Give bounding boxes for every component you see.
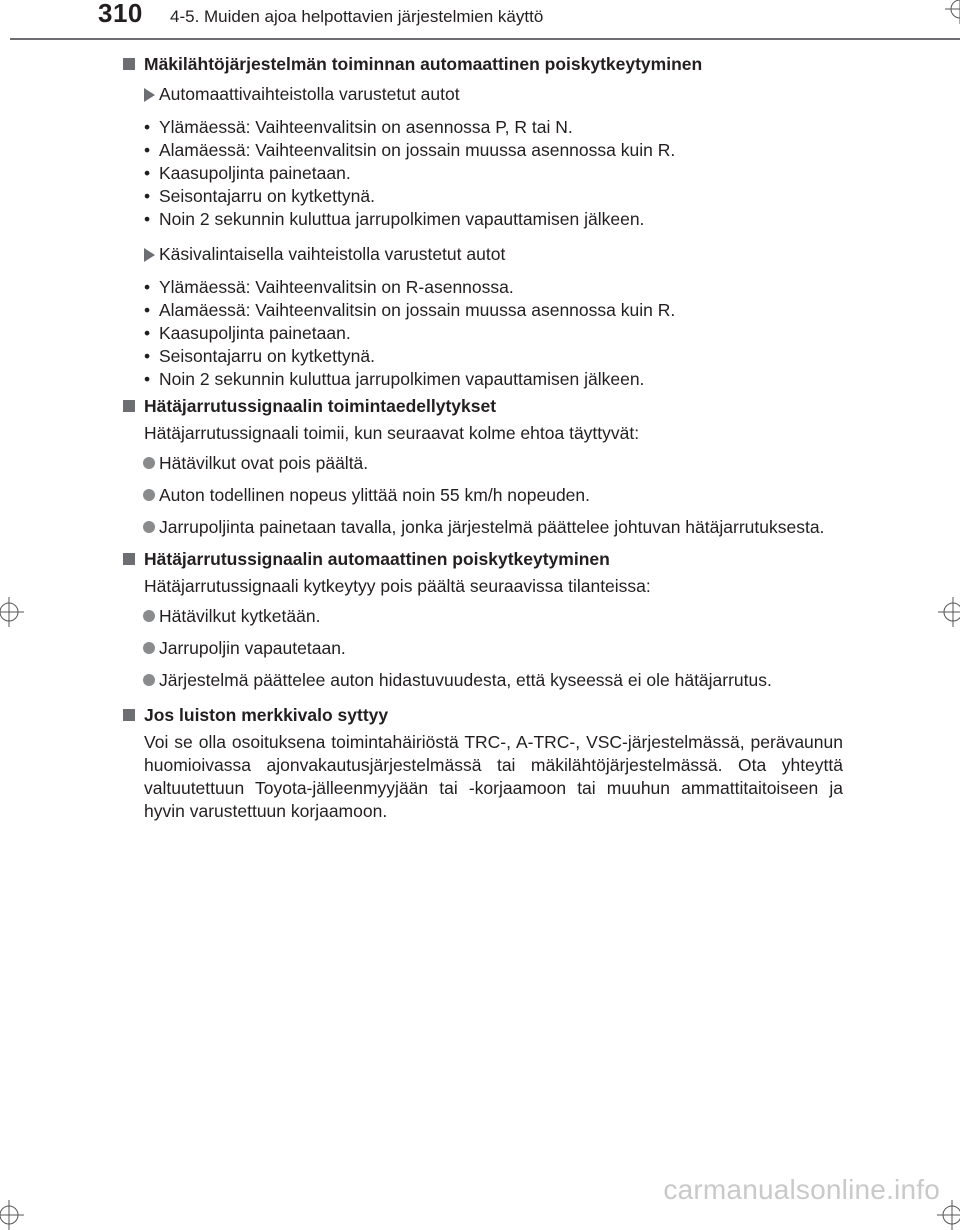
list-item: • Seisontajarru on kytkettynä. bbox=[144, 186, 375, 206]
list-item: • Alamäessä: Vaihteenvalitsin on jossain muussa asennossa kuin R. bbox=[144, 300, 676, 320]
list-item: Hätävilkut ovat pois päältä. bbox=[123, 452, 843, 475]
page-number: 310 bbox=[98, 0, 143, 28]
list-item: • Noin 2 sekunnin kuluttua jarrupolkimen vapauttamisen jälkeen. bbox=[144, 369, 645, 389]
list-item: Hätävilkut kytketään. bbox=[123, 605, 843, 628]
registration-mark-bottom-left bbox=[0, 1200, 24, 1230]
circle-bullet-icon bbox=[143, 642, 155, 654]
registration-mark-left bbox=[0, 597, 24, 627]
page-content bbox=[123, 53, 843, 823]
bullet-list bbox=[123, 276, 843, 391]
section-intro: Hätäjarrutussignaali kytkeytyy pois päältä seuraavissa tilanteissa: bbox=[144, 576, 651, 596]
triangle-bullet-icon bbox=[144, 88, 155, 102]
section-heading: Hätäjarrutussignaalin automaattinen poiskytkeytyminen bbox=[123, 548, 843, 571]
header-rule bbox=[10, 38, 960, 40]
section-intro: Hätäjarrutussignaali toimii, kun seuraavat kolme ehtoa täyttyvät: bbox=[144, 423, 640, 443]
bullet-list bbox=[123, 116, 843, 231]
list-item: • Noin 2 sekunnin kuluttua jarrupolkimen vapauttamisen jälkeen. bbox=[144, 209, 645, 229]
triangle-bullet-icon bbox=[144, 248, 155, 262]
list-item: • Ylämäessä: Vaihteenvalitsin on asennossa P, R tai N. bbox=[144, 117, 573, 137]
subheading-manual: Käsivalintaisella vaihteistolla varustetut autot bbox=[123, 243, 843, 266]
circle-bullet-icon bbox=[143, 610, 155, 622]
circle-bullet-icon bbox=[143, 521, 155, 533]
list-item: Auton todellinen nopeus ylittää noin 55 km/h nopeuden. bbox=[123, 484, 843, 507]
list-item: Jarrupoljin vapautetaan. bbox=[123, 637, 843, 660]
watermark: carmanualsonline.info bbox=[663, 1174, 940, 1205]
circle-bullet-icon bbox=[143, 674, 155, 686]
section-heading: Hätäjarrutussignaalin toimintaedellytykset bbox=[123, 395, 843, 418]
subheading-automatic: Automaattivaihteistolla varustetut autot bbox=[123, 83, 843, 106]
registration-mark-top-right bbox=[945, 0, 960, 24]
list-item: • Seisontajarru on kytkettynä. bbox=[144, 346, 375, 366]
registration-mark-bottom-right bbox=[937, 1200, 960, 1230]
square-bullet-icon bbox=[123, 553, 135, 565]
list-item: • Alamäessä: Vaihteenvalitsin on jossain muussa asennossa kuin R. bbox=[144, 140, 676, 160]
list-item: • Kaasupoljinta painetaan. bbox=[144, 163, 351, 183]
section-emergency-signal-conditions bbox=[123, 395, 843, 539]
square-bullet-icon bbox=[123, 400, 135, 412]
square-bullet-icon bbox=[123, 58, 135, 70]
section-emergency-signal-deactivation bbox=[123, 548, 843, 692]
circle-bullet-icon bbox=[143, 489, 155, 501]
circle-bullet-icon bbox=[143, 457, 155, 469]
section-hill-start-deactivation bbox=[123, 53, 843, 391]
square-bullet-icon bbox=[123, 709, 135, 721]
section-body: Voi se olla osoituksena toimintahäiriöstä TRC-, A-TRC-, VSC-järjestelmässä, perävaunun huomioivassa ajonvakautusjärjestelmässä tai mäkilähtöjärjestelmässä. Ota yhteyttä valtuutettuun Toyota-jälleenmyyjään tai -korjaamoon tai muuhun ammattitaitoiseen ja hyvin varustettuun korjaamoon. bbox=[144, 732, 843, 821]
registration-mark-right bbox=[938, 597, 960, 627]
section-heading: Mäkilähtöjärjestelmän toiminnan automaattinen poiskytkeytyminen bbox=[123, 53, 843, 76]
list-item: • Ylämäessä: Vaihteenvalitsin on R-asennossa. bbox=[144, 277, 514, 297]
list-item: Jarrupoljinta painetaan tavalla, jonka järjestelmä päättelee johtuvan hätäjarrutuksesta. bbox=[123, 516, 843, 539]
section-slip-indicator bbox=[123, 704, 843, 823]
list-item: Järjestelmä päättelee auton hidastuvuudesta, että kyseessä ei ole hätäjarrutus. bbox=[123, 669, 843, 692]
chapter-title: 4-5. Muiden ajoa helpottavien järjestelmien käyttö bbox=[170, 7, 544, 26]
list-item: • Kaasupoljinta painetaan. bbox=[144, 323, 351, 343]
section-heading: Jos luiston merkkivalo syttyy bbox=[123, 704, 843, 727]
